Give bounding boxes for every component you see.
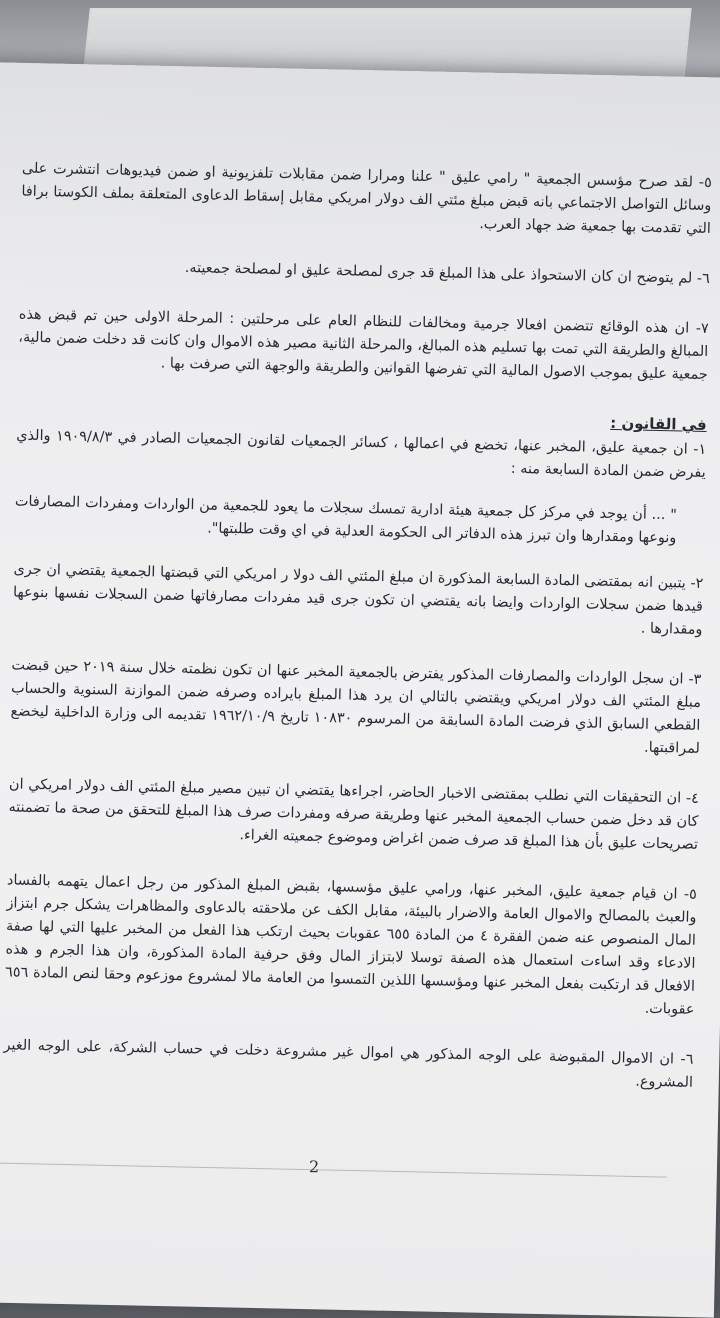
page-number: 2	[308, 1157, 320, 1177]
paragraph-7: ٧- ان هذه الوقائع تتضمن افعالا جرمية ومخالفات للنظام العام على مرحلتين : المرحلة الاولى حين تم قبض هذه المبالغ والطريقة التي تمت بها تسليم هذه المبالغ، والمرحلة الثانية مصير هذه الاموال وان كانت قد دخلت ضمن مالية، جمعية عليق بموجب الاصول المالية التي تفرضها القوانين والطريقة والوجهة التي صرفت بها .	[18, 306, 709, 383]
law-item-3: ٣- ان سجل الواردات والمصارفات المذكور يفترض بالجمعية المخبر عنها ان تكون نظمته خلال سنة ٢٠١٩ حين قبضت مبلغ المئتي الف دولار امريكي ويقتضي بالتالي ان يرد هذا المبلغ بايراده وصرفه ضمن الموازنة السنوية والحساب القطعي السابق الذي فرضت المادة السابقة من المرسوم ١٠٨٣٠ تاريخ ١٩٦٢/١٠/٩ تقديمه الى وزارة الداخلية ليخضع لمراقبتها.	[10, 657, 702, 757]
document-body	[2, 158, 712, 1122]
paragraph-6: ٦- لم يتوضح ان كان الاستحواذ على هذا المبلغ قد جرى لمصلحة عليق او لمصلحة جمعيته.	[184, 259, 710, 287]
law-item-5: ٥- ان قيام جمعية عليق، المخبر عنها، ورامي عليق مؤسسها، بقبض المبلغ المذكور من رجل اعمال يتهمه بالفساد والعبث بالمصالح والاموال العامة والاضرار بالبيئة، مقابل الكف عن ملاحقته بالدعاوى والمظاهرات يشكل جرم ابتزاز المال المنصوص عنه ضمن الفقرة ٤ من المادة ٦٥٥ عقوبات بحيث ارتكب هذا الفعل من المخبر عليها التي لها صفة الادعاء وقد اساءت استعمال هذه الصفة توسلا لابتزاز المال وفق حرفية المادة المذكورة، وان هذا الجرم و هذه الافعال قد ارتكبت بفعل المخبر عنها ومؤسسها اللذين التمسوا من العامة مالا لمشروع موزعوم وحقا لنص المادة ٦٥٦ عقوبات.	[4, 872, 698, 1018]
law-item-1: ١- ان جمعية عليق، المخبر عنها، تخضع في اعمالها ، كسائر الجمعيات لقانون الجمعيات الصادر في ١٩٠٩/٨/٣ والذي يفرض ضمن المادة السابعة منه :	[16, 427, 707, 481]
law-heading: في القانون :	[610, 413, 707, 434]
law-item-6: ٦- ان الاموال المقبوضة على الوجه المذكور هي اموال غير مشروعة دخلت في حساب الشركة، على الوجه الغير المشروع.	[3, 1037, 694, 1091]
footer-divider	[0, 1162, 667, 1177]
law-item-2: ٢- يتبين انه بمقتضى المادة السابعة المذكورة ان مبلغ المئتي الف دولا ر امريكي التي قبضتها الجمعية يقتضي ان جرى قيدها ضمن سجلات الواردات وايضا بانه يقتضي ان تكون جرى قيد مفردات مصارفاتها ضمن السجلات نفسها بنوعها ومقدارها .	[12, 561, 704, 638]
law-item-4: ٤- ان التحقيقات التي نطلب بمقتضى الاخبار الحاضر، اجراءها يقتضي ان تبين مصير مبلغ المئتي الف دولار امريكي ان كان قد دخل ضمن حساب الجمعية المخبر عنها وطريقة صرفه ومفردات صرف هذا المبلغ للتحقق من صحة ما تضمنته تصريحات عليق بأن هذا المبلغ قد صرف ضمن اغراض وموضوع جمعيته الغراء.	[8, 776, 700, 853]
paragraph-5: ٥- لقد صرح مؤسس الجمعية " رامي عليق " علنا ومرارا ضمن مقابلات تلفزيونية او ضمن فيديوهات انتشرت على وسائل التواصل الاجتماعي بانه قبض مبلغ مئتي الف دولار امريكي مقابل إسقاط الدعاوى المتعلقة بملف الكوستا برافا التي تقدمت بها جمعية ضد جهاد العرب.	[21, 160, 712, 237]
law-quote: " ... أن يوجد في مركز كل جمعية هيئة ادارية تمسك سجلات ما يعود للجمعية من الواردات ومفردات المصارفات ونوعها ومقدارها وان تبرز هذه الدفاتر الى الحكومة العدلية في اي وقت طلبتها".	[14, 493, 677, 547]
